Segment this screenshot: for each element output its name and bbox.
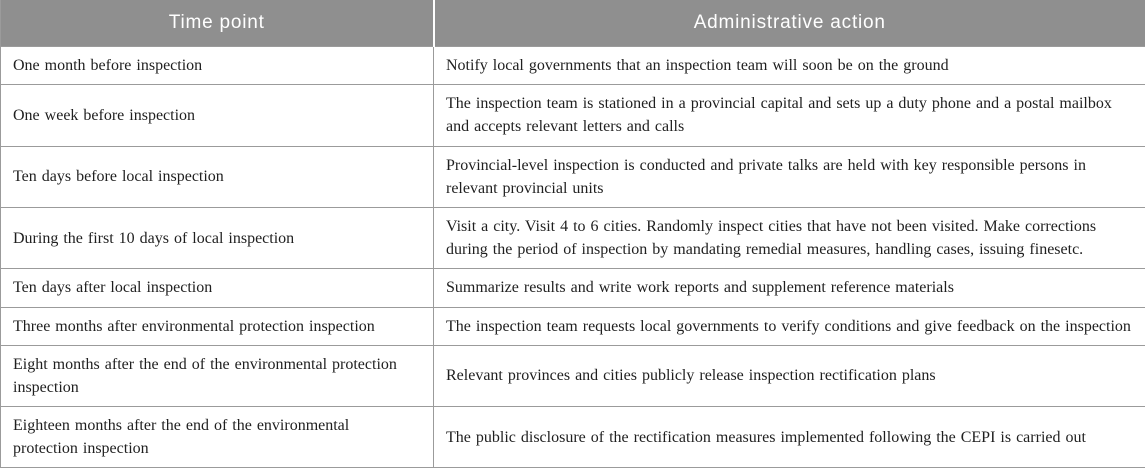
table-row	[1, 269, 1145, 307]
time-point-cell: Ten days after local inspection	[1, 269, 434, 307]
table-row	[1, 85, 1145, 146]
table-header-row	[1, 0, 1145, 47]
table-row	[1, 345, 1145, 406]
table-row	[1, 407, 1145, 468]
action-cell: Relevant provinces and cities publicly release inspection rectification plans	[434, 345, 1145, 406]
table-row	[1, 207, 1145, 268]
action-cell: Provincial-level inspection is conducted and private talks are held with key responsible persons in relevant provincial units	[434, 146, 1145, 207]
time-point-cell: Three months after environmental protection inspection	[1, 307, 434, 345]
action-cell: Notify local governments that an inspection team will soon be on the ground	[434, 47, 1145, 85]
header-time-point: Time point	[1, 0, 434, 47]
header-administrative-action: Administrative action	[434, 0, 1145, 47]
action-cell: Visit a city. Visit 4 to 6 cities. Randomly inspect cities that have not been visited. Make corrections during the period of inspection by mandating remedial measures, handling cases, issuing finesetc.	[434, 207, 1145, 268]
time-point-cell: One week before inspection	[1, 85, 434, 146]
table-row	[1, 307, 1145, 345]
time-point-cell: One month before inspection	[1, 47, 434, 85]
time-point-cell: During the first 10 days of local inspection	[1, 207, 434, 268]
time-point-cell: Eight months after the end of the environmental protection inspection	[1, 345, 434, 406]
action-cell: The inspection team requests local governments to verify conditions and give feedback on the inspection	[434, 307, 1145, 345]
table-row	[1, 47, 1145, 85]
action-cell: Summarize results and write work reports and supplement reference materials	[434, 269, 1145, 307]
time-point-cell: Ten days before local inspection	[1, 146, 434, 207]
action-cell: The inspection team is stationed in a provincial capital and sets up a duty phone and a postal mailbox and accepts relevant letters and calls	[434, 85, 1145, 146]
action-cell: The public disclosure of the rectification measures implemented following the CEPI is carried out	[434, 407, 1145, 468]
time-point-cell: Eighteen months after the end of the environmental protection inspection	[1, 407, 434, 468]
table-row	[1, 146, 1145, 207]
